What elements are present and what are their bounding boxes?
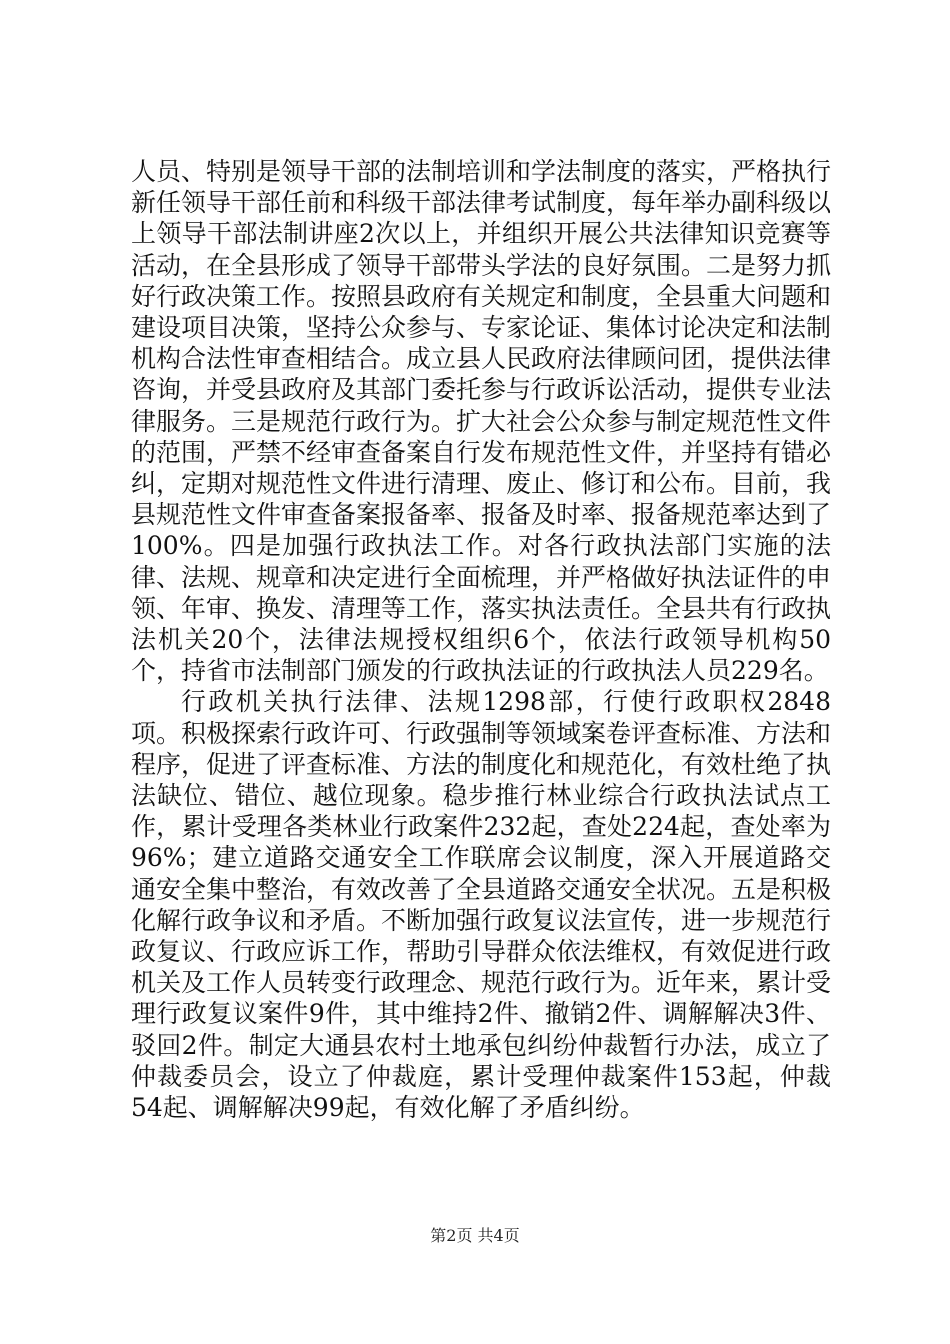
document-body (131, 156, 831, 1123)
paragraph-2: 行政机关执行法律、法规1298部，行使行政职权2848项。积极探索行政许可、行政强制等领域案卷评查标准、方法和程序，促进了评查标准、方法的制度化和规范化，有效杜绝了执法缺位、错位、越位现象。稳步推行林业综合行政执法试点工作，累计受理各类林业行政案件232起，查处224起，查处率为96%；建立道路交通安全工作联席会议制度，深入开展道路交通安全集中整治，有效改善了全县道路交通安全状况。五是积极化解行政争议和矛盾。不断加强行政复议法宣传，进一步规范行政复议、行政应诉工作，帮助引导群众依法维权，有效促进行政机关及工作人员转变行政理念、规范行政行为。近年来，累计受理行政复议案件9件，其中维持2件、撤销2件、调解解决3件、驳回2件。制定大通县农村土地承包纠纷仲裁暂行办法，成立了仲裁委员会，设立了仲裁庭，累计受理仲裁案件153起，仲裁54起、调解解决99起，有效化解了矛盾纠纷。 (131, 687, 832, 1123)
page-footer: 第2页 共4页 (430, 1226, 520, 1245)
paragraph-1: 人员、特别是领导干部的法制培训和学法制度的落实，严格执行新任领导干部任前和科级干部法律考试制度，每年举办副科级以上领导干部法制讲座2次以上，并组织开展公共法律知识竞赛等活动，在全县形成了领导干部带头学法的良好氛围。二是努力抓好行政决策工作。按照县政府有关规定和制度，全县重大问题和建设项目决策，坚持公众参与、专家论证、集体讨论决定和法制机构合法性审查相结合。成立县人民政府法律顾问团，提供法律咨询，并受县政府及其部门委托参与行政诉讼活动，提供专业法律服务。三是规范行政行为。扩大社会公众参与制定规范性文件的范围，严禁不经审查备案自行发布规范性文件，并坚持有错必纠，定期对规范性文件进行清理、废止、修订和公布。目前，我县规范性文件审查备案报备率、报备及时率、报备规范率达到了100%。四是加强行政执法工作。对各行政执法部门实施的法律、法规、规章和决定进行全面梳理，并严格做好执法证件的申领、年审、换发、清理等工作，落实执法责任。全县共有行政执法机关20个，法律法规授权组织6个，依法行政领导机构50个，持省市法制部门颁发的行政执法证的行政执法人员229名。 (131, 157, 832, 686)
